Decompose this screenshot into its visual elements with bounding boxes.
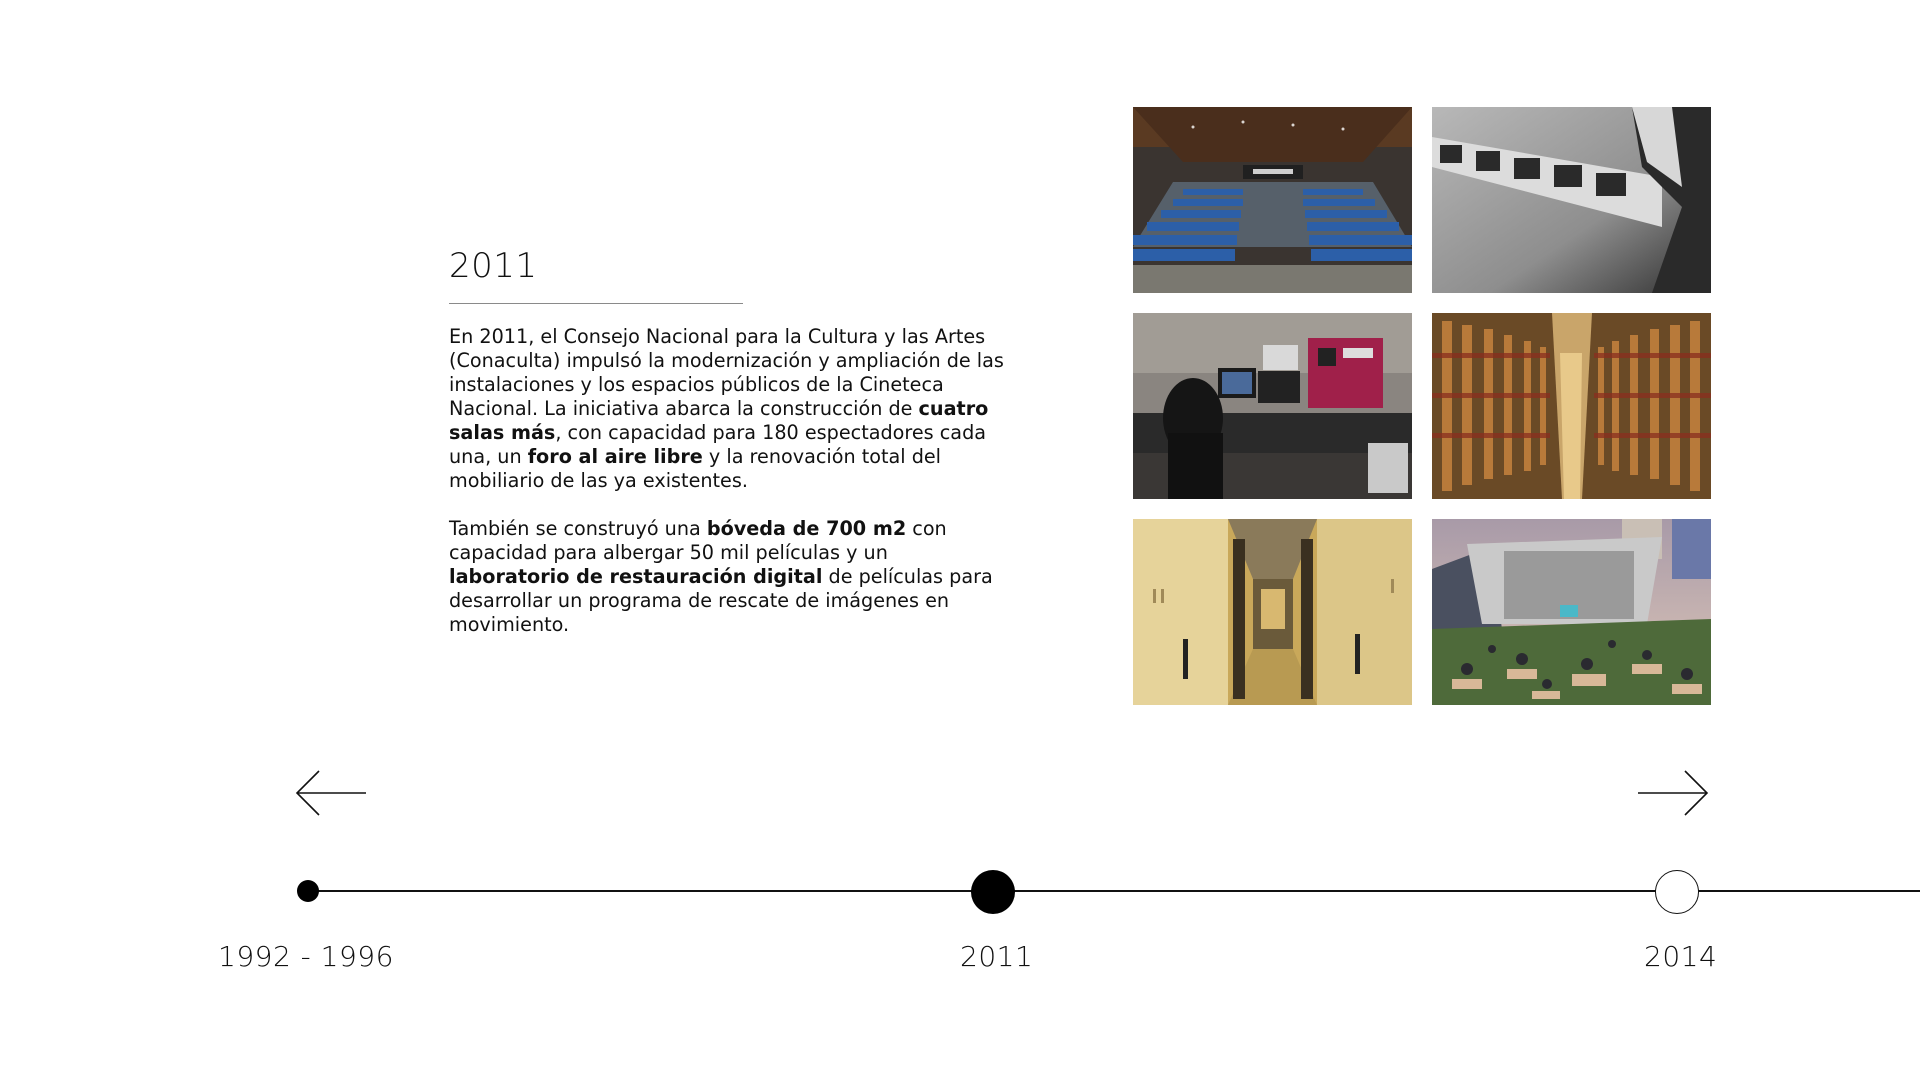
highlight-foro-aire-libre: foro al aire libre: [527, 445, 703, 468]
next-button[interactable]: [1636, 769, 1710, 817]
paragraph-1-text-b: , con capacidad para 180 espectadores cada una, un: [449, 421, 987, 468]
paragraph-2-text-a: También se construyó una: [449, 517, 707, 540]
paragraph-2-text-b: con capacidad para albergar 50 mil películas y un: [449, 517, 947, 564]
timeline-node-2011[interactable]: [971, 870, 1015, 914]
timeline-node-1992-1996[interactable]: [297, 880, 319, 902]
highlight-laboratorio: laboratorio de restauración digital: [449, 565, 823, 588]
title-divider: [449, 303, 743, 304]
timeline-node-2014[interactable]: [1655, 870, 1699, 914]
open-air-forum-photo: [1432, 519, 1711, 705]
cinema-auditorium-photo: [1133, 107, 1412, 293]
highlight-cuatro-salas: cuatro salas más: [449, 397, 989, 444]
vault-corridor-photo: [1133, 519, 1412, 705]
section-year-title: 2011: [449, 246, 538, 286]
film-archive-shelves-photo: [1432, 313, 1711, 499]
restoration-lab-photo: [1133, 313, 1412, 499]
paragraph-1: [449, 325, 1009, 493]
timeline-label-1992-1996[interactable]: 1992 - 1996: [218, 940, 394, 973]
timeline-label-2014[interactable]: 2014: [1644, 940, 1718, 973]
paragraph-2: [449, 517, 1009, 637]
timeline-label-2011[interactable]: 2011: [960, 940, 1034, 973]
paragraph-1-text-a: En 2011, el Consejo Nacional para la Cultura y las Artes (Conaculta) impulsó la modernización y ampliación de las instalaciones y los espacios públicos de la Cineteca Nacional. La iniciativa abarca la construcción de: [449, 325, 1004, 420]
arrow-right-icon: [1636, 769, 1710, 817]
previous-button[interactable]: [294, 769, 368, 817]
section-body: [449, 325, 1009, 661]
film-strip-photo: [1432, 107, 1711, 293]
paragraph-1-text-c: y la renovación total del mobiliario de las ya existentes.: [449, 445, 942, 492]
paragraph-2-text-c: de películas para desarrollar un programa de rescate de imágenes en movimiento.: [449, 565, 993, 636]
arrow-left-icon: [294, 769, 368, 817]
highlight-boveda: bóveda de 700 m2: [706, 517, 907, 540]
